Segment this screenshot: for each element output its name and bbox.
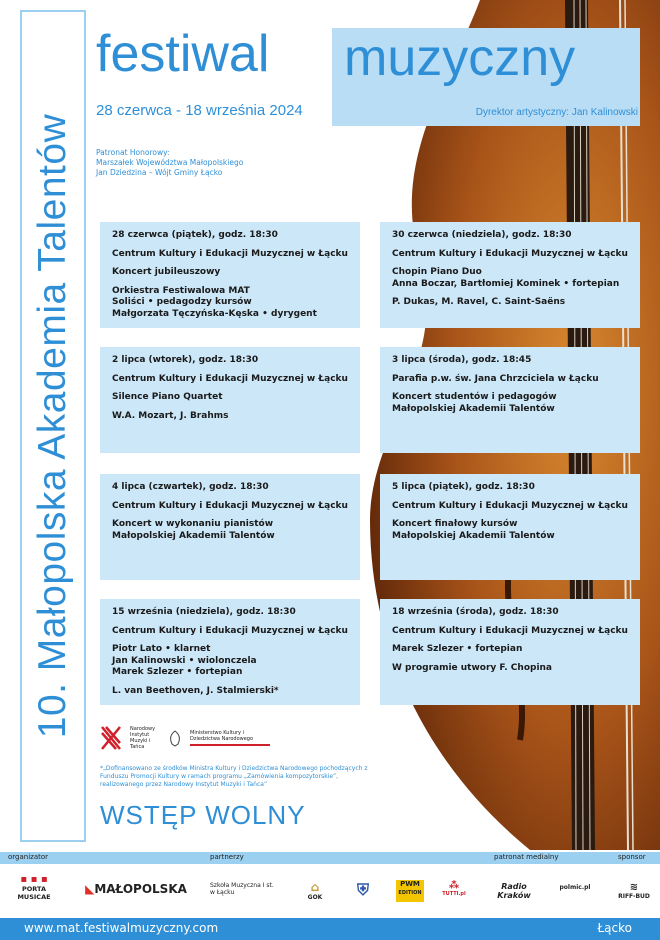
event-card xyxy=(100,222,360,328)
polmic-logo: polmic.pl xyxy=(559,884,591,891)
label-sponsor: sponsor xyxy=(618,853,646,861)
tutti-logo: ⁂ TUTTI.pl xyxy=(436,880,472,897)
event-venue: Centrum Kultury i Edukacji Muzycznej w Łącku xyxy=(112,500,348,511)
event-date: 18 września (środa), godz. 18:30 xyxy=(392,607,559,617)
event-title-line2: Małopolskiej Akademii Talentów xyxy=(112,530,275,541)
event-detail: Orkiestra Festiwalowa MAT xyxy=(112,285,250,296)
crest-icon: ⛨ xyxy=(356,880,369,899)
event-program: L. van Beethoven, J. Stalmierski* xyxy=(112,685,279,696)
event-detail: Jan Kalinowski • wiolonczela xyxy=(112,655,257,666)
footer-labels-strip xyxy=(0,852,660,864)
event-title-line2: Małopolskiej Akademii Talentów xyxy=(392,403,555,414)
event-title-line2: Małopolskiej Akademii Talentów xyxy=(392,530,555,541)
artistic-director: Dyrektor artystyczny: Jan Kalinowski xyxy=(475,107,638,118)
event-card xyxy=(380,474,640,580)
event-title: Koncert studentów i pedagogów xyxy=(392,392,557,402)
malopolska-logo-icon: ◣ xyxy=(85,882,95,896)
festival-dates: 28 czerwca - 18 września 2024 xyxy=(96,102,303,119)
radio-krakow-logo: Radio Kraków xyxy=(497,882,531,900)
label-partners: partnerzy xyxy=(210,853,244,861)
pwm-logo: PWM EDITION xyxy=(396,880,424,902)
side-title: 10. Małopolska Akademia Talentów xyxy=(31,113,74,739)
event-title: Koncert w wykonaniu pianistów xyxy=(112,519,274,529)
nimit-logo-icon xyxy=(100,725,122,751)
event-card xyxy=(100,347,360,453)
porta-musicae-logo: ▪ ▪ ▪ PORTA MUSICAE xyxy=(6,874,62,901)
event-date: 2 lipca (wtorek), godz. 18:30 xyxy=(112,355,259,365)
title-festiwal: festiwal xyxy=(96,25,270,83)
event-venue: Centrum Kultury i Edukacji Muzycznej w Łącku xyxy=(392,500,628,511)
riff-bud-logo-icon: ≋ xyxy=(629,882,639,893)
side-title-strip xyxy=(20,10,86,842)
gok-logo: ⌂ GOK xyxy=(300,880,330,901)
ministry-logo xyxy=(190,730,270,746)
event-program: P. Dukas, M. Ravel, C. Saint-Saëns xyxy=(392,297,566,307)
ministry-logos xyxy=(100,722,270,754)
nimit-logo-text: Narodowy Instytut Muzyki i Tańca xyxy=(130,726,156,750)
event-title: Silence Piano Quartet xyxy=(112,392,223,402)
porta-dots-icon: ▪ ▪ ▪ xyxy=(20,874,48,885)
free-entry: WSTĘP WOLNY xyxy=(100,800,306,830)
event-venue: Centrum Kultury i Edukacji Muzycznej w Łącku xyxy=(112,373,348,384)
eagle-emblem-icon xyxy=(168,729,182,747)
event-date: 4 lipca (czwartek), godz. 18:30 xyxy=(112,482,269,492)
event-date: 30 czerwca (niedziela), godz. 18:30 xyxy=(392,230,572,240)
event-detail: Soliści • pedagodzy kursów xyxy=(112,297,252,307)
event-detail: Marek Szlezer • fortepian xyxy=(392,644,523,654)
label-organizer: organizator xyxy=(8,853,49,861)
label-media: patronat medialny xyxy=(494,853,559,861)
festival-website-link[interactable]: www.mat.festiwalmuzyczny.com xyxy=(24,921,219,935)
event-program: W programie utwory F. Chopina xyxy=(392,662,553,673)
event-venue: Centrum Kultury i Edukacji Muzycznej w Łącku xyxy=(112,248,348,259)
patronage-line: Marszałek Województwa Małopolskiego xyxy=(96,158,244,167)
town-name: Łącko xyxy=(597,921,632,935)
event-card xyxy=(380,347,640,453)
event-card xyxy=(380,222,640,328)
tutti-logo-icon: ⁂ xyxy=(448,880,460,891)
event-venue: Centrum Kultury i Edukacji Muzycznej w Łącku xyxy=(112,625,348,636)
event-date: 28 czerwca (piątek), godz. 18:30 xyxy=(112,230,278,240)
malopolska-logo: ◣MAŁOPOLSKA xyxy=(85,882,187,896)
patronage-line: Jan Dziedzina – Wójt Gminy Łącko xyxy=(96,168,223,177)
footer-url-bar xyxy=(0,918,660,940)
event-card xyxy=(380,599,640,705)
event-title: Koncert jubileuszowy xyxy=(112,267,221,277)
event-detail: Marek Szlezer • fortepian xyxy=(112,667,243,677)
event-program: W.A. Mozart, J. Brahms xyxy=(112,410,229,421)
event-card xyxy=(100,599,360,705)
event-detail: Małgorzata Tęczyńska-Kęska • dyrygent xyxy=(112,308,317,319)
event-venue: Centrum Kultury i Edukacji Muzycznej w Łącku xyxy=(392,625,628,636)
patronage-heading: Patronat Honorowy: xyxy=(96,148,170,157)
event-card xyxy=(100,474,360,580)
event-date: 5 lipca (piątek), godz. 18:30 xyxy=(392,482,535,492)
event-venue: Centrum Kultury i Edukacji Muzycznej w Łącku xyxy=(392,248,628,259)
riff-bud-logo: ≋ RIFF-BUD xyxy=(612,882,656,900)
gok-logo-icon: ⌂ xyxy=(310,880,320,894)
honorary-patronage xyxy=(96,148,243,178)
event-date: 3 lipca (środa), godz. 18:45 xyxy=(392,355,532,365)
funding-note: *„Dofinansowano ze środków Ministra Kultury i Dziedzictwa Narodowego pochodzących z Funduszu Promocji Kultury w ramach programu „Zamówienia kompozytorskie”, realizowanego przez Narodowy Instytut Muzyki i Tańca” xyxy=(100,765,368,788)
event-title: Chopin Piano Duo xyxy=(392,267,482,277)
event-date: 15 września (niedziela), godz. 18:30 xyxy=(112,607,296,617)
event-venue: Parafia p.w. św. Jana Chrzciciela w Łącku xyxy=(392,373,599,384)
event-detail: Anna Boczar, Bartłomiej Kominek • fortepian xyxy=(392,278,620,289)
partner-logos-row xyxy=(0,866,660,916)
title-muzyczny: muzyczny xyxy=(344,29,576,87)
event-title: Koncert finałowy kursów xyxy=(392,519,518,529)
school-logo-text: Szkoła Muzyczna I st. w Łącku xyxy=(210,882,274,896)
ministry-logo-text: Ministerstwo Kultury i Dziedzictwa Narodowego xyxy=(190,730,254,742)
event-detail: Piotr Lato • klarnet xyxy=(112,644,211,654)
flag-stripe xyxy=(190,744,270,746)
